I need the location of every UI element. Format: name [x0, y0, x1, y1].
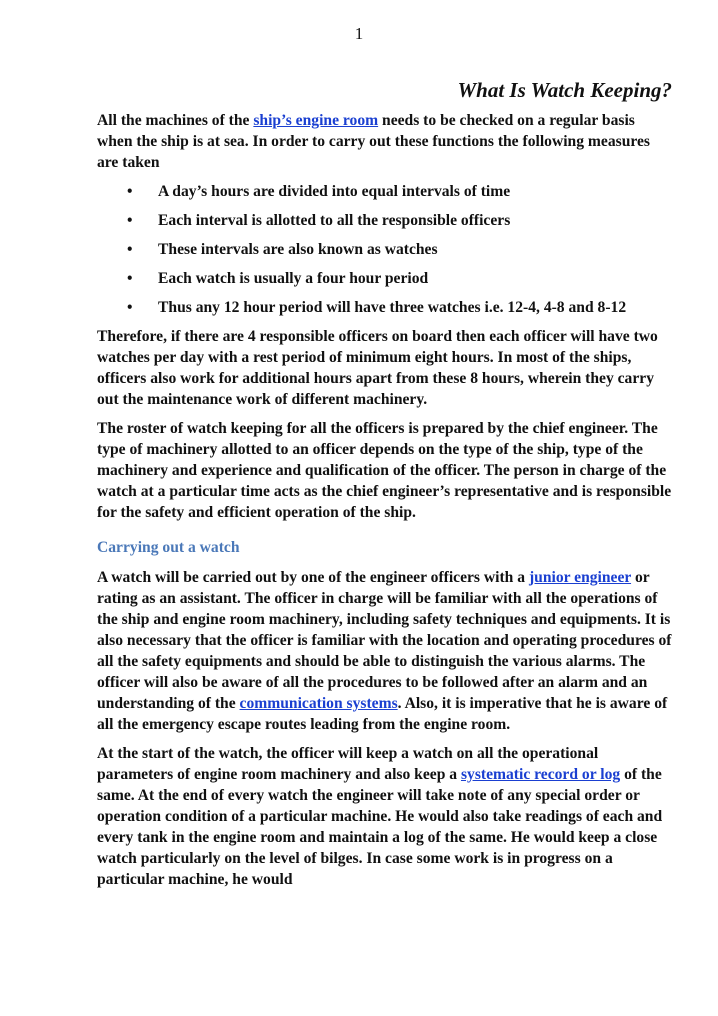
junior-engineer-link[interactable]: junior engineer: [528, 569, 632, 586]
document-body: [97, 76, 672, 898]
therefore-paragraph: Therefore, if there are 4 responsible officers on board then each officer will have two watches per day with a rest period of minimum eight hours. In most of the ships, officers also work for additional hours apart from these 8 hours, wherein they carry out the maintenance work of different machinery.: [97, 328, 658, 408]
list-item: [97, 268, 672, 289]
roster-paragraph: The roster of watch keeping for all the officers is prepared by the chief engineer. The type of machinery allotted to an officer depends on the type of the ship, type of the machinery and experience and qualification of the officer. The person in charge of the watch at a particular time acts as the chief engineer’s representative and is responsible for the safety and efficient operation of the ship.: [97, 420, 672, 521]
watch-paragraph: [97, 567, 672, 735]
page-title: What Is Watch Keeping?: [457, 78, 672, 102]
watch-text-middle: or rating as an assistant. The officer in charge will be familiar with all the operations of the ship and engine room machinery, including safety techniques and equipments. It is also necessary that the officer is familiar with the location and operating procedures of all the safety equipments and should be able to distinguish the various alarms. The officer will also be aware of all the procedures to be followed after an alarm and an understanding of the: [97, 569, 672, 712]
intro-text-after: needs to be checked on a regular basis when the ship is at sea. In order to carry out these functions the following measures are taken: [97, 112, 650, 171]
watch-measures-list: [97, 181, 672, 318]
start-text-before: At the start of the watch, the officer will keep a watch on all the operational parameters of engine room machinery and also keep a: [97, 745, 599, 783]
list-item: [97, 297, 672, 318]
list-item-text: Each interval is allotted to all the responsible officers: [158, 212, 511, 229]
list-item: [97, 210, 672, 231]
start-text-after: of the same. At the end of every watch the engineer will take note of any special order or operation condition of a particular machine. He would also take readings of each and every tank in the engine room and maintain a log of the same. He would keep a close watch particularly on the level of bilges. In case some work is in progress on a particular machine, he would: [97, 766, 663, 888]
watch-text-after: . Also, it is imperative that he is aware of all the emergency escape routes leading from the engine room.: [97, 695, 668, 733]
communication-systems-link[interactable]: communication systems: [239, 695, 398, 712]
intro-paragraph: [97, 110, 672, 173]
bullet-icon: •: [127, 183, 133, 200]
list-item: [97, 239, 672, 260]
watch-text-before: A watch will be carried out by one of the engineer officers with a: [97, 569, 529, 586]
list-item-text: A day’s hours are divided into equal intervals of time: [158, 183, 511, 200]
section-heading: Carrying out a watch: [97, 539, 240, 556]
bullet-icon: •: [127, 212, 133, 229]
ships-engine-room-link[interactable]: ship’s engine room: [253, 112, 379, 129]
bullet-icon: •: [127, 299, 133, 316]
page-number: 1: [354, 24, 364, 43]
intro-text-before: All the machines of the: [97, 112, 254, 129]
list-item: [97, 181, 672, 202]
systematic-record-link[interactable]: systematic record or log: [460, 766, 621, 783]
list-item-text: These intervals are also known as watches: [158, 241, 438, 258]
bullet-icon: •: [127, 270, 133, 287]
list-item-text: Each watch is usually a four hour period: [158, 270, 429, 287]
list-item-text: Thus any 12 hour period will have three watches i.e. 12-4, 4-8 and 8-12: [158, 299, 627, 316]
bullet-icon: •: [127, 241, 133, 258]
start-of-watch-paragraph: [97, 743, 672, 890]
